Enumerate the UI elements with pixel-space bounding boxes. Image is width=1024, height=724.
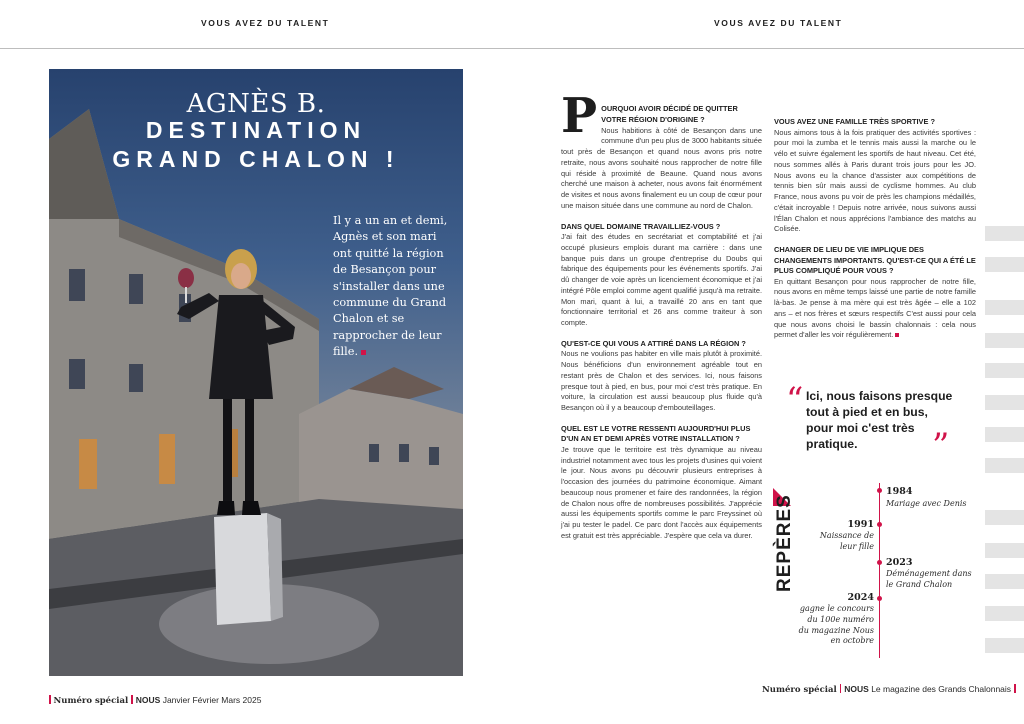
answer-6: En quittant Besançon pour nous rapprocher de notre fille, nous avons en même temps laissé une partie de notre famille là-bas. Je pense à ma mère qui est très âgée – elle a 102 ans – et nos frères et sœurs respectifs C'est aussi pour cela que nous avons choisi le bassin chalonnais : cela nous permet d'aller les voir régulièrement.: [774, 276, 976, 340]
footer-special: Numéro spécial: [762, 685, 837, 695]
edge-stripe: [985, 300, 1024, 315]
footer-tagline: Le magazine des Grands Chalonnais: [871, 684, 1012, 694]
answer-2: J'ai fait des études en secrétariat et comptabilité et j'ai occupé plusieurs emplois durant ma carrière : dans une banque puis dans un groupe d'entreprise du Doubs qui fabrique des équipements pour les événements sportifs. J'ai dû changer de voie après un licenciement économique et j'ai intégré Pôle emploi comme agent qualifié jusqu'à ma retraite. Mon mari, quant à lui, a travaillé 20 ans en tant que fonctionnaire territorial et 26 ans comme traiteur à son compte.: [561, 232, 762, 327]
footer-right: [762, 684, 1019, 695]
intro-end-mark: [361, 350, 366, 355]
question-5: VOUS AVEZ UNE FAMILLE TRÈS SPORTIVE ?: [774, 117, 935, 126]
timeline-desc-1991: Naissance de leur fille: [819, 531, 874, 551]
quote-close-mark: ”: [932, 426, 950, 466]
photo-title-destination: DESTINATION: [145, 117, 367, 143]
timeline-year-2023: 2023: [886, 557, 913, 568]
footer-brand: NOUS: [135, 695, 161, 705]
footer-issue: Janvier Février Mars 2025: [162, 695, 262, 705]
edge-stripe: [985, 363, 1024, 378]
edge-stripe: [985, 543, 1024, 558]
timeline-dot-2023: [877, 560, 882, 565]
edge-stripe: [985, 606, 1024, 621]
photo-title-name: AGNÈS B.: [186, 89, 326, 119]
article-column-2: [774, 107, 976, 351]
timeline-desc-2024: gagne le concours du 100e numéro du magazine Nous en octobre: [798, 604, 874, 646]
footer-bar: [49, 695, 51, 704]
timeline-year-1991: 1991: [847, 519, 874, 530]
footer-bar: [840, 684, 842, 693]
timeline-dot-2024: [877, 596, 882, 601]
question-6: CHANGER DE LIEU DE VIE IMPLIQUE DES CHANGEMENTS IMPORTANTS. QU'EST-CE QUI A ÉTÉ LE PLUS COMPLIQUÉ POUR VOUS ?: [774, 245, 976, 275]
timeline-dot-1991: [877, 522, 882, 527]
photo-title-place: GRAND CHALON !: [112, 146, 400, 172]
answer-1: Nous habitions à côté de Besançon dans une commune d'un peu plus de 3000 habitants située tout près de Besançon et quand nous avons pris notre retraite, nous avons souhaité nous rapprocher de notre fille qui réside à proximité de Beaune. Quand nous avons cherché une maison à acheter, nous avons fait énormément de visites et nous avons finalement eu un coup de cœur pour une maison située dans une commune au nord de Chalon.: [561, 125, 762, 210]
edge-stripe: [985, 638, 1024, 653]
edge-stripe: [985, 574, 1024, 589]
timeline-year-2024: 2024: [847, 592, 874, 603]
edge-stripe: [985, 333, 1024, 348]
question-1: OURQUOI AVOIR DÉCIDÉ DE QUITTER VOTRE RÉGION D'ORIGINE ?: [601, 104, 738, 124]
timeline-desc-1984: Mariage avec Denis: [886, 499, 967, 508]
running-header-right: VOUS AVEZ DU TALENT: [714, 18, 843, 28]
footer-bar: [131, 695, 133, 704]
article-end-mark: [895, 333, 899, 337]
answer-3: Nous ne voulions pas habiter en ville mais plutôt à proximité. Nous bénéficions d'un environnement agréable tout en restant près de Chalon et des services. Ici, nous faisons presque tout à pied, en bus, pour moi c'est très pratique. En voiture, la circulation est aussi beaucoup plus fluide qu'à Besançon où il y a beaucoup d'embouteillages.: [561, 349, 762, 412]
question-2: DANS QUEL DOMAINE TRAVAILLIEZ-VOUS ?: [561, 221, 721, 231]
article-column-1: [561, 88, 762, 552]
edge-stripe: [985, 458, 1024, 473]
qa-block-1: [561, 88, 762, 212]
edge-stripe: [985, 226, 1024, 241]
edge-stripe: [985, 395, 1024, 410]
question-4: QUEL EST LE VOTRE RESSENTI AUJOURD'HUI PLUS D'UN AN ET DEMI APRÈS VOTRE INSTALLATION ?: [561, 423, 751, 444]
drop-cap: P: [561, 88, 598, 144]
quote-open-mark: “: [786, 380, 804, 420]
header-divider: [0, 48, 1024, 49]
footer-special: Numéro spécial: [53, 696, 129, 706]
timeline-desc-2023: Déménagement dans le Grand Chalon: [886, 569, 972, 589]
timeline-line: [879, 483, 880, 658]
intro-paragraph: [333, 213, 453, 361]
running-header-left: VOUS AVEZ DU TALENT: [201, 18, 330, 28]
timeline-year-1984: 1984: [886, 486, 913, 497]
edge-stripe: [985, 257, 1024, 272]
answer-5: Nous aimons tous à la fois pratiquer des activités sportives : pour moi la zumba et le tennis mais aussi la marche ou le vélo et suivre également les sportifs de haut niveau. Cet été, nous sommes allés à Paris durant trois jours pour les JO. Nous avons eu la chance d'assister aux compétitions de tennis bien sûr mais aussi de cyclisme hommes. Au club France, nous avons pu voir de près les champions médaillés, c'était incroyable ! Depuis notre arrivée, nous suivons aussi l'Élan Chalon et nous apprécions l'ambiance des matchs au Colisée.: [774, 127, 976, 234]
question-3: QU'EST-CE QUI VOUS A ATTIRÉ DANS LA RÉGION ?: [561, 338, 746, 348]
edge-stripe: [985, 427, 1024, 442]
footer-bar: [1014, 684, 1016, 693]
cover-photo: [49, 69, 463, 676]
timeline-title: REPÈRES: [774, 494, 795, 592]
pull-quote: Ici, nous faisons presque tout à pied et en bus, pour moi c'est très pratique.: [806, 389, 953, 451]
edge-stripe: [985, 510, 1024, 525]
timeline-dot-1984: [877, 488, 882, 493]
footer-brand: NOUS: [844, 684, 869, 694]
answer-4: Je trouve que le territoire est très dynamique au niveau industriel notamment avec tous les projets d'usines qui voient le jour. Nous avons pu découvrir plusieurs entreprises à l'occasion des journées du patrimoine économique. Aimant beaucoup nous promener et faire des randonnées, la région de Chalon nous offre de nombreuses possibilités. J'apprécie aussi les équipements sportifs comme le parc Freyssinet où j'ai pu tester le padel. Ce parc dont l'accès aux équipements est gratuit est très appréciable. J'espère que cela va durer.: [561, 444, 762, 540]
intro-text: Il y a un an et demi, Agnès et son mari ont quitté la région de Besançon pour s'installer dans une commune du Grand Chalon et se rapprocher de leur fille.: [333, 214, 448, 359]
footer-left: [49, 695, 261, 706]
